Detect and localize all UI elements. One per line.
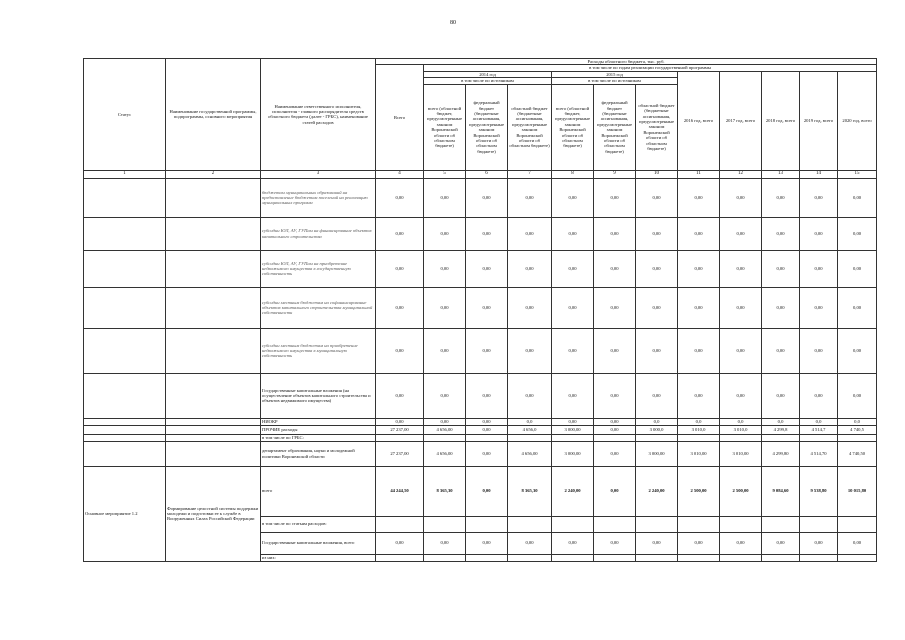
value-cell: 0,00 — [678, 217, 720, 250]
value-cell: 3 010,00 — [720, 441, 762, 466]
column-number: 15 — [838, 170, 877, 178]
value-cell: 3 000,00 — [552, 425, 594, 434]
value-cell: 0,00 — [508, 328, 552, 373]
column-number: 10 — [636, 170, 678, 178]
value-cell: 0,00 — [678, 532, 720, 554]
value-cell: 0,00 — [376, 250, 424, 287]
value-cell: 0,00 — [678, 178, 720, 217]
header-2014: 2014 год — [424, 71, 552, 77]
table-row — [84, 178, 877, 217]
value-cell: 0,00 — [552, 418, 594, 425]
value-cell: 0,00 — [838, 287, 877, 328]
header-status: Статус — [84, 59, 166, 171]
value-cell: 3 010,00 — [678, 441, 720, 466]
value-cell: 0,00 — [720, 287, 762, 328]
value-cell — [508, 516, 552, 532]
program-cell — [166, 373, 261, 418]
value-cell: 4 299,80 — [762, 441, 800, 466]
value-cell: 0,00 — [552, 532, 594, 554]
value-cell: 0,00 — [594, 425, 636, 434]
page-number: 80 — [450, 20, 456, 26]
value-cell — [838, 434, 877, 441]
value-cell: 9 538,80 — [800, 466, 838, 516]
value-cell: 0,00 — [466, 250, 508, 287]
value-cell: 4 740,5 — [838, 425, 877, 434]
value-cell: 4 514,7 — [800, 425, 838, 434]
value-cell: 0,00 — [800, 373, 838, 418]
row-label: субсидии местным бюджетам на приобретение недвижимого имущества в муниципальную собственность — [261, 328, 376, 373]
value-cell: 0,00 — [594, 441, 636, 466]
column-number: 5 — [424, 170, 466, 178]
value-cell: 0,00 — [762, 373, 800, 418]
value-cell: 0,00 — [552, 328, 594, 373]
main-event-status: Основное мероприятие 1.2 — [84, 466, 166, 561]
row-label: Государственные капитальные вложения, всего — [261, 532, 376, 554]
status-cell — [84, 434, 166, 441]
value-cell: 0,00 — [424, 217, 466, 250]
table-row — [84, 418, 877, 425]
value-cell: 3 000,00 — [552, 441, 594, 466]
value-cell — [720, 516, 762, 532]
column-numbers-row — [84, 170, 877, 178]
program-cell — [166, 178, 261, 217]
column-number: 9 — [594, 170, 636, 178]
value-cell — [508, 434, 552, 441]
header-2014-sources: в том числе по источникам — [424, 78, 552, 84]
value-cell: 0,00 — [424, 418, 466, 425]
column-number: 3 — [261, 170, 376, 178]
value-cell: 0,00 — [678, 328, 720, 373]
value-cell: 0,00 — [594, 466, 636, 516]
value-cell: 0,00 — [800, 328, 838, 373]
value-cell: 4 656,00 — [424, 425, 466, 434]
column-number: 7 — [508, 170, 552, 178]
value-cell: 0,00 — [424, 532, 466, 554]
value-cell: 4 514,70 — [800, 441, 838, 466]
table-row — [84, 287, 877, 328]
status-cell — [84, 178, 166, 217]
column-number: 12 — [720, 170, 762, 178]
header-2020: 2020 год, всего — [838, 71, 877, 170]
value-cell: 2 240,00 — [552, 466, 594, 516]
value-cell: 3 010,0 — [678, 425, 720, 434]
column-number: 4 — [376, 170, 424, 178]
value-cell: 0,00 — [594, 217, 636, 250]
value-cell — [762, 434, 800, 441]
table-row — [84, 328, 877, 373]
header-2015: 2015 год — [552, 71, 678, 77]
value-cell — [466, 516, 508, 532]
value-cell: 0,00 — [800, 178, 838, 217]
header-2014-all: всего (областной бюджет, предусмотренные законом Воронежской области об областном бюджете) — [424, 84, 466, 170]
value-cell: 0,00 — [720, 178, 762, 217]
value-cell: 0,00 — [636, 217, 678, 250]
value-cell: 0,00 — [508, 287, 552, 328]
value-cell: 8 365,30 — [424, 466, 466, 516]
value-cell: 3 010,0 — [720, 425, 762, 434]
row-label: всего — [261, 466, 376, 516]
value-cell: 0,00 — [466, 532, 508, 554]
value-cell: 0,00 — [720, 532, 762, 554]
value-cell — [678, 434, 720, 441]
value-cell — [376, 434, 424, 441]
header-2016: 2016 год, всего — [678, 71, 720, 170]
header-program: Наименование государственной программы, подпрограммы, основного мероприятия — [166, 59, 261, 171]
value-cell: 0,00 — [678, 287, 720, 328]
status-cell — [84, 425, 166, 434]
value-cell — [552, 434, 594, 441]
value-cell: 0,00 — [376, 373, 424, 418]
value-cell — [424, 554, 466, 561]
value-cell: 2 500,00 — [678, 466, 720, 516]
status-cell — [84, 418, 166, 425]
value-cell: 0,00 — [508, 373, 552, 418]
value-cell: 0,00 — [720, 373, 762, 418]
value-cell: 0,00 — [636, 328, 678, 373]
status-cell — [84, 287, 166, 328]
value-cell: 0,00 — [678, 250, 720, 287]
value-cell: 0,00 — [466, 425, 508, 434]
header-total: Всего — [376, 65, 424, 170]
value-cell: 0,00 — [720, 217, 762, 250]
value-cell: 0,00 — [678, 373, 720, 418]
value-cell: 0,00 — [636, 287, 678, 328]
column-number: 2 — [166, 170, 261, 178]
header-2015-regional: областной бюджет (бюджетные ассигнования, предусмотренные законом Воронежской области об областном бюджете) — [636, 84, 678, 170]
row-label: субсидии ЮЛ, АУ, ГУПам на приобретение недвижимого имущества в государственную собственность — [261, 250, 376, 287]
table-row — [84, 373, 877, 418]
value-cell: 0,0 — [636, 418, 678, 425]
value-cell: 0,00 — [552, 178, 594, 217]
value-cell: 0,00 — [466, 373, 508, 418]
value-cell: 0,00 — [508, 250, 552, 287]
value-cell: 0,00 — [594, 532, 636, 554]
value-cell: 0,00 — [508, 532, 552, 554]
value-cell: 0,00 — [800, 532, 838, 554]
value-cell — [720, 554, 762, 561]
value-cell — [594, 434, 636, 441]
value-cell — [762, 554, 800, 561]
value-cell: 0,00 — [594, 250, 636, 287]
value-cell — [678, 516, 720, 532]
value-cell — [636, 434, 678, 441]
header-executor: Наименование ответственного исполнителя, исполнителя - главного распорядителя средств областного бюджета (далее - ГРБС), наименование статей расходов — [261, 59, 376, 171]
header-2014-regional: областной бюджет (бюджетные ассигнования, предусмотренные законом Воронежской области об областном бюджете) — [508, 84, 552, 170]
value-cell — [376, 554, 424, 561]
header-2015-federal: федеральный бюджет (бюджетные ассигнования, предусмотренные законом Воронежской области об областном бюджете) — [594, 84, 636, 170]
value-cell: 0,00 — [552, 373, 594, 418]
header-2015-all: всего (областной бюджет, предусмотренные законом Воронежской области об областном бюджете) — [552, 84, 594, 170]
value-cell — [466, 554, 508, 561]
value-cell: 0,00 — [636, 532, 678, 554]
value-cell: 10 015,80 — [838, 466, 877, 516]
row-label: ПРОЧИЕ расходы — [261, 425, 376, 434]
value-cell: 0,00 — [838, 250, 877, 287]
value-cell: 0,00 — [424, 373, 466, 418]
value-cell: 0,00 — [838, 373, 877, 418]
value-cell — [800, 554, 838, 561]
value-cell: 0,00 — [376, 217, 424, 250]
value-cell: 0,00 — [800, 287, 838, 328]
status-cell — [84, 441, 166, 466]
value-cell: 0,00 — [838, 178, 877, 217]
value-cell: 0,00 — [376, 287, 424, 328]
value-cell: 9 084,60 — [762, 466, 800, 516]
value-cell — [466, 434, 508, 441]
column-number: 13 — [762, 170, 800, 178]
value-cell: 0,0 — [800, 418, 838, 425]
row-label: субсидии местным бюджетам на софинансирование объектов капитального строительства муниципальной собственности — [261, 287, 376, 328]
value-cell: 0,00 — [552, 287, 594, 328]
value-cell: 0,00 — [636, 178, 678, 217]
value-cell — [636, 554, 678, 561]
value-cell: 0,00 — [762, 178, 800, 217]
value-cell — [424, 434, 466, 441]
value-cell: 27 237,00 — [376, 441, 424, 466]
row-label: департамент образования, науки и молодежной политики Воронежской области — [261, 441, 376, 466]
value-cell: 44 244,50 — [376, 466, 424, 516]
value-cell: 0,00 — [838, 328, 877, 373]
status-cell — [84, 250, 166, 287]
value-cell — [800, 516, 838, 532]
value-cell: 0,00 — [376, 328, 424, 373]
value-cell: 4 299,8 — [762, 425, 800, 434]
status-cell — [84, 217, 166, 250]
value-cell: 4 740,50 — [838, 441, 877, 466]
status-cell — [84, 328, 166, 373]
row-label: Государственные капитальные вложения (на осуществление объектов капитального строительства и объектов недвижимого имущества) — [261, 373, 376, 418]
value-cell — [838, 554, 877, 561]
value-cell: 0,00 — [466, 287, 508, 328]
value-cell — [376, 516, 424, 532]
program-cell — [166, 434, 261, 441]
header-2017: 2017 год, всего — [720, 71, 762, 170]
value-cell: 0,00 — [594, 418, 636, 425]
value-cell — [678, 554, 720, 561]
value-cell: 0,00 — [424, 287, 466, 328]
value-cell: 0,00 — [762, 532, 800, 554]
header-2019: 2019 год, всего — [800, 71, 838, 170]
program-cell — [166, 418, 261, 425]
value-cell: 0,0 — [508, 418, 552, 425]
column-number: 6 — [466, 170, 508, 178]
value-cell: 4 656,00 — [508, 441, 552, 466]
header-2015-sources: в том числе по источникам — [552, 78, 678, 84]
row-label: НИОКР — [261, 418, 376, 425]
program-cell — [166, 217, 261, 250]
value-cell: 0,00 — [376, 178, 424, 217]
value-cell — [762, 516, 800, 532]
value-cell: 3 000,0 — [636, 425, 678, 434]
column-number: 1 — [84, 170, 166, 178]
table-row — [84, 441, 877, 466]
value-cell: 0,00 — [552, 217, 594, 250]
value-cell: 0,00 — [762, 287, 800, 328]
header-2018: 2018 год, всего — [762, 71, 800, 170]
value-cell — [594, 516, 636, 532]
value-cell: 0,00 — [466, 178, 508, 217]
value-cell: 0,00 — [466, 441, 508, 466]
value-cell: 0,00 — [762, 250, 800, 287]
value-cell: 0,00 — [636, 373, 678, 418]
value-cell: 0,00 — [466, 217, 508, 250]
value-cell: 0,00 — [424, 178, 466, 217]
column-number: 11 — [678, 170, 720, 178]
value-cell: 2 240,00 — [636, 466, 678, 516]
value-cell: 3 000,00 — [636, 441, 678, 466]
column-number: 14 — [800, 170, 838, 178]
value-cell: 0,00 — [594, 373, 636, 418]
value-cell — [800, 434, 838, 441]
value-cell: 4 656,0 — [508, 425, 552, 434]
value-cell — [594, 554, 636, 561]
table-row — [84, 425, 877, 434]
value-cell: 0,0 — [678, 418, 720, 425]
value-cell: 0,00 — [762, 217, 800, 250]
main-event-row — [84, 466, 877, 516]
status-cell — [84, 373, 166, 418]
header-incl-years: в том числе по годам реализации государственной программы — [424, 65, 877, 71]
program-cell — [166, 425, 261, 434]
table-row — [84, 250, 877, 287]
value-cell: 0,00 — [636, 250, 678, 287]
value-cell: 4 656,00 — [424, 441, 466, 466]
row-label: в том числе по статьям расходов: — [261, 516, 376, 532]
value-cell: 0,00 — [720, 328, 762, 373]
value-cell — [720, 434, 762, 441]
row-label: из них: — [261, 554, 376, 561]
value-cell: 0,00 — [424, 328, 466, 373]
value-cell — [424, 516, 466, 532]
value-cell: 0,00 — [594, 178, 636, 217]
table-row — [84, 217, 877, 250]
value-cell: 0,00 — [762, 328, 800, 373]
value-cell: 2 500,00 — [720, 466, 762, 516]
header-2014-federal: федеральный бюджет (бюджетные ассигнования, предусмотренные законом Воронежской области об областном бюджете) — [466, 84, 508, 170]
value-cell — [508, 554, 552, 561]
value-cell: 27 237,00 — [376, 425, 424, 434]
value-cell: 0,00 — [466, 328, 508, 373]
row-label: бюджетам муниципальных образований на предоставление бюджетам поселений на реализацию муниципальных программ — [261, 178, 376, 217]
column-number: 8 — [552, 170, 594, 178]
header-expenses: Расходы областного бюджета, тыс. руб. — [376, 59, 877, 65]
value-cell: 0,00 — [800, 250, 838, 287]
value-cell: 0,00 — [376, 418, 424, 425]
program-cell — [166, 250, 261, 287]
program-cell — [166, 441, 261, 466]
value-cell: 0,00 — [508, 217, 552, 250]
value-cell: 0,00 — [720, 250, 762, 287]
value-cell: 0,0 — [762, 418, 800, 425]
program-cell — [166, 328, 261, 373]
row-label: в том числе по ГРБС: — [261, 434, 376, 441]
value-cell: 0,00 — [376, 532, 424, 554]
row-label: субсидии ЮЛ, АУ, ГУПам на финансирование объектов капитального строительства — [261, 217, 376, 250]
value-cell: 0,00 — [838, 532, 877, 554]
value-cell: 0,0 — [720, 418, 762, 425]
value-cell: 0,00 — [838, 217, 877, 250]
value-cell: 8 365,30 — [508, 466, 552, 516]
value-cell: 0,00 — [424, 250, 466, 287]
budget-table — [83, 58, 877, 562]
program-cell — [166, 287, 261, 328]
value-cell: 0,00 — [466, 418, 508, 425]
value-cell: 0,00 — [800, 217, 838, 250]
value-cell — [838, 516, 877, 532]
value-cell — [552, 554, 594, 561]
value-cell — [636, 516, 678, 532]
value-cell — [552, 516, 594, 532]
value-cell: 0,00 — [466, 466, 508, 516]
value-cell: 0,0 — [838, 418, 877, 425]
main-event-name: Формирование целостной системы поддержки молодежи и подготовки ее к службе в Вооруженных Силах Российской Федерации — [166, 466, 261, 561]
table-row — [84, 434, 877, 441]
value-cell: 0,00 — [594, 287, 636, 328]
value-cell: 0,00 — [594, 328, 636, 373]
value-cell: 0,00 — [552, 250, 594, 287]
value-cell: 0,00 — [508, 178, 552, 217]
